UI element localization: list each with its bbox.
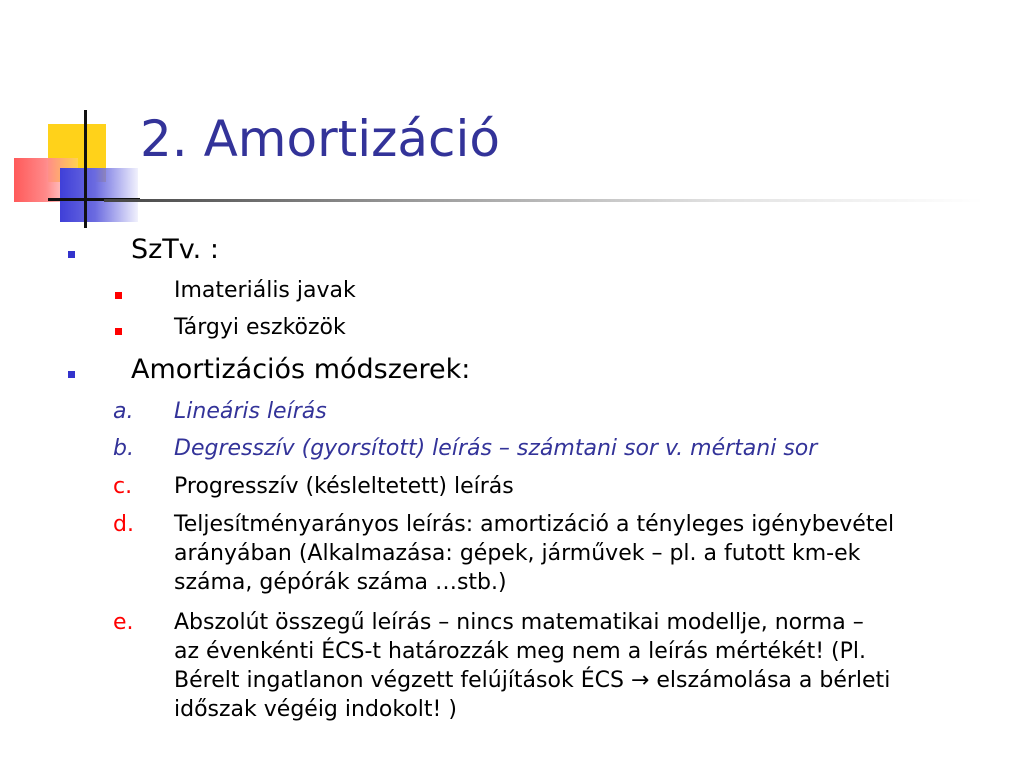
- page-title: 2. Amortizáció: [140, 110, 501, 168]
- method-absolute-line: az évenkénti ÉCS-t határozzák meg nem a leírás mértékét! (Pl.: [174, 639, 866, 664]
- method-linear: Lineáris leírás: [174, 399, 327, 424]
- method-absolute-line: időszak végéig indokolt! ): [174, 697, 457, 722]
- list-marker-b: b.: [113, 436, 134, 461]
- decor-blue-square: [60, 168, 138, 222]
- method-degressive: Degresszív (gyorsított) leírás – számtani sor v. mértani sor: [174, 436, 818, 461]
- method-progressive: Progresszív (késleltetett) leírás: [174, 474, 514, 499]
- bullet-square-icon: [68, 371, 75, 378]
- method-performance-line: Teljesítményarányos leírás: amortizáció a tényleges igénybevétel: [174, 512, 895, 537]
- title-underline: [104, 199, 984, 202]
- bullet-square-icon: [115, 292, 122, 299]
- method-absolute: [174, 608, 1004, 724]
- bullet-square-icon: [68, 251, 75, 258]
- method-performance-line: arányában (Alkalmazása: gépek, járművek – pl. a futott km-ek: [174, 541, 861, 566]
- method-absolute-line: Abszolút összegű leírás – nincs matematikai modellje, norma –: [174, 610, 864, 635]
- list-marker-a: a.: [113, 399, 134, 424]
- method-absolute-line: Bérelt ingatlanon végzett felújítások ÉCS → elszámolása a bérleti: [174, 668, 891, 693]
- list-item-modszerek: Amortizációs módszerek:: [131, 354, 471, 385]
- decor-vertical-line: [84, 110, 87, 228]
- list-marker-d: d.: [113, 512, 134, 537]
- list-item-imaterialis: Imateriális javak: [174, 278, 356, 303]
- bullet-square-icon: [115, 328, 122, 335]
- list-item-targyi: Tárgyi eszközök: [174, 315, 346, 340]
- method-performance-line: száma, gépórák száma …stb.): [174, 570, 507, 595]
- list-marker-c: c.: [113, 474, 133, 499]
- list-item-sztv: SzTv. :: [131, 234, 219, 265]
- method-performance: [174, 510, 1004, 597]
- list-marker-e: e.: [113, 610, 134, 635]
